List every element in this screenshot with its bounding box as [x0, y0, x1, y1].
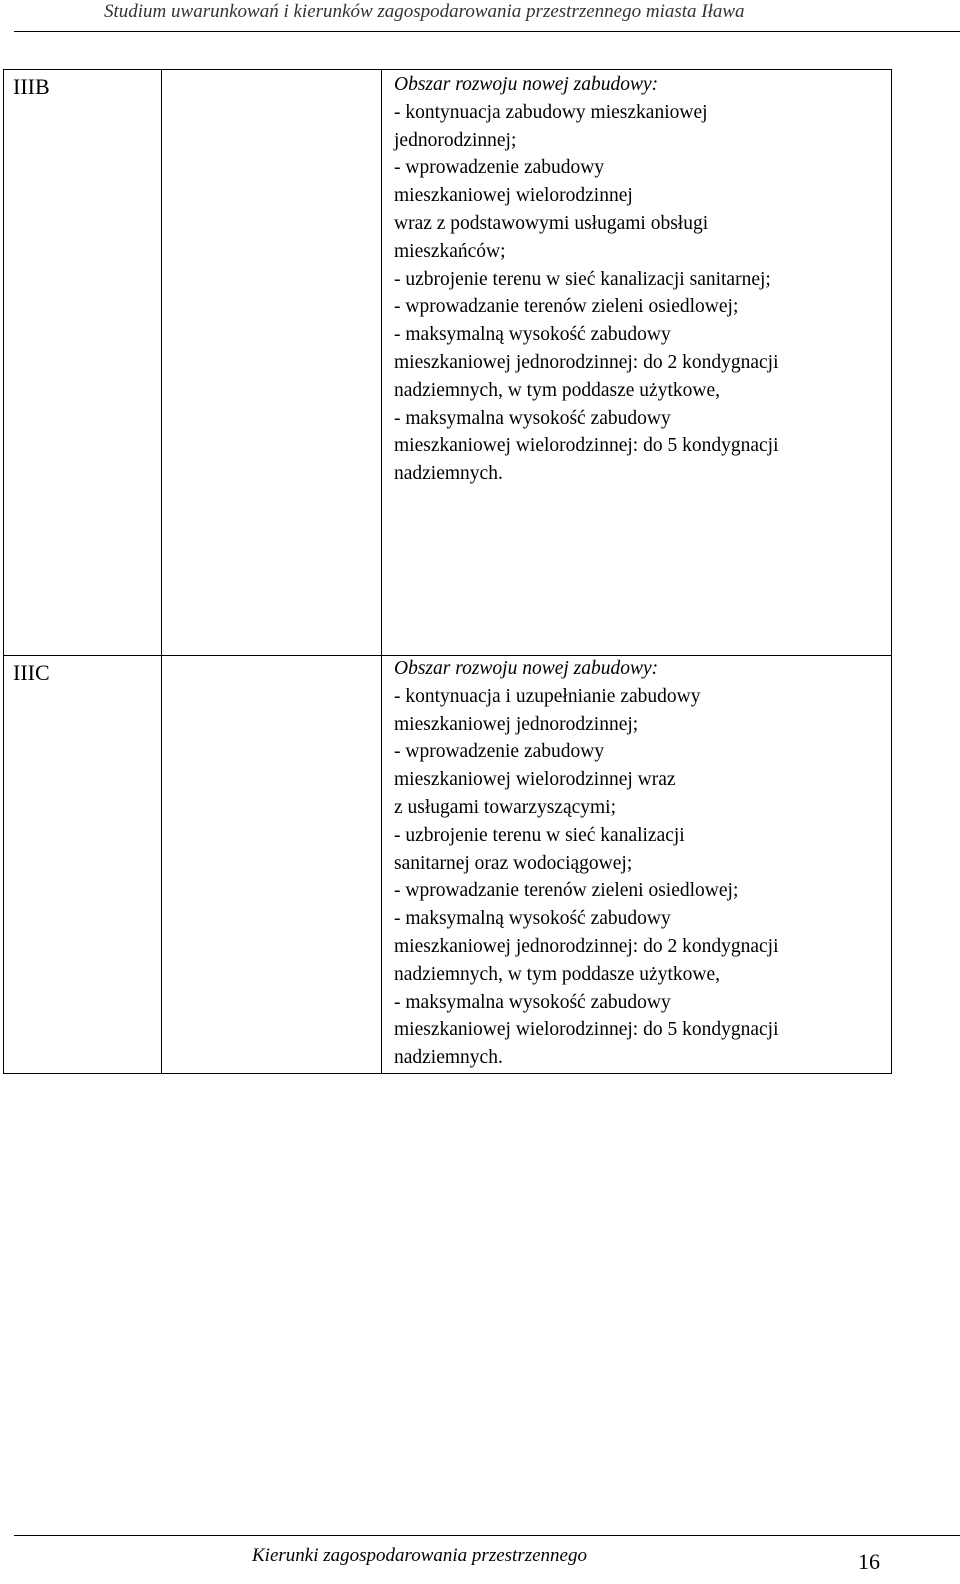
description-line: sanitarnej oraz wodociągowej; [394, 852, 633, 874]
table-cell-code [3, 69, 162, 656]
description-line: - uzbrojenie terenu w sieć kanalizacji sanitarnej; [394, 268, 771, 290]
header-divider [14, 31, 960, 32]
page-number: 16 [858, 1549, 880, 1574]
zone-description-iiib [394, 71, 889, 488]
description-line: - wprowadzenie zabudowy [394, 741, 605, 763]
page-header [0, 0, 960, 33]
description-line: - maksymalną wysokość zabudowy [394, 324, 671, 346]
zone-code-iiic: IIIC [13, 660, 50, 685]
description-line: - kontynuacja i uzupełnianie zabudowy [394, 685, 701, 707]
description-line: - wprowadzenie zabudowy [394, 157, 605, 179]
description-line: mieszkaniowej wielorodzinnej: do 5 kondygnacji [394, 1019, 779, 1041]
description-line: - maksymalna wysokość zabudowy [394, 407, 671, 429]
description-line: mieszkaniowej wielorodzinnej wraz [394, 769, 676, 791]
description-line: mieszkaniowej jednorodzinnej; [394, 713, 639, 735]
document-title: Studium uwarunkowań i kierunków zagospodarowania przestrzennego miasta Iława [104, 1, 745, 22]
table-cell-code [3, 655, 162, 1074]
description-line: - maksymalną wysokość zabudowy [394, 908, 671, 930]
description-line: nadziemnych. [394, 463, 503, 485]
description-line: - uzbrojenie terenu w sieć kanalizacji [394, 824, 685, 846]
description-heading: Obszar rozwoju nowej zabudowy: [394, 74, 659, 95]
description-line: mieszkaniowej wielorodzinnej: do 5 kondygnacji [394, 435, 779, 457]
description-heading: Obszar rozwoju nowej zabudowy: [394, 658, 659, 679]
zone-code-iiib: IIIB [13, 74, 50, 99]
footer-divider [14, 1535, 960, 1536]
description-line: mieszkańców; [394, 240, 506, 262]
footer-chapter-title: Kierunki zagospodarowania przestrzennego [252, 1545, 587, 1566]
description-line: z usługami towarzyszącymi; [394, 796, 617, 818]
description-line: - wprowadzanie terenów zieleni osiedlowej; [394, 296, 739, 318]
description-line: nadziemnych, w tym poddasze użytkowe, [394, 963, 720, 985]
description-line: mieszkaniowej jednorodzinnej: do 2 kondygnacji [394, 351, 779, 373]
description-line: nadziemnych. [394, 1047, 503, 1069]
description-line: wraz z podstawowymi usługami obsługi [394, 212, 709, 234]
description-line: mieszkaniowej jednorodzinnej: do 2 kondygnacji [394, 935, 779, 957]
table-cell-empty [161, 69, 382, 656]
description-line: mieszkaniowej wielorodzinnej [394, 185, 633, 207]
description-line: - maksymalna wysokość zabudowy [394, 991, 671, 1013]
table-cell-empty [161, 655, 382, 1074]
description-line: - kontynuacja zabudowy mieszkaniowej [394, 101, 708, 123]
zone-description-iiic [394, 655, 889, 1072]
description-line: jednorodzinnej; [394, 129, 517, 151]
description-line: - wprowadzanie terenów zieleni osiedlowej; [394, 880, 739, 902]
description-line: nadziemnych, w tym poddasze użytkowe, [394, 379, 720, 401]
